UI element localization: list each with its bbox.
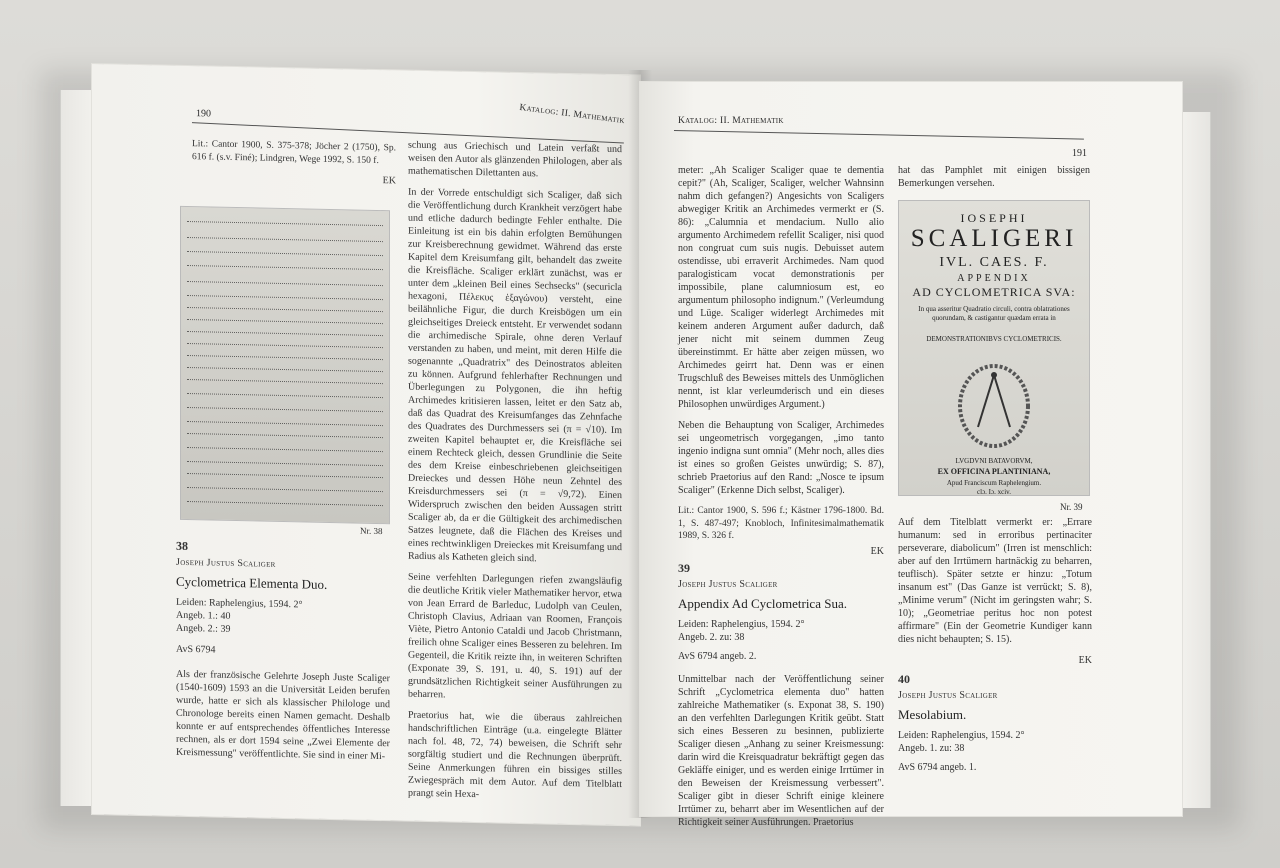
literature-note: Lit.: Cantor 1900, S. 375-378; Jöcher 2 (1750), Sp. 616 f. (s.v. Finé); Lindgren, Wege 1992, S. 150 f. (192, 139, 396, 166)
entry-angeb: Angeb. 2. zu: 38 (678, 631, 745, 643)
running-head: Katalog: II. Mathematik (678, 116, 784, 126)
entry-body: Unmittelbar nach der Veröffentlichung seiner Schrift „Cyclometrica elementa duo" hatten zahlreiche Mathematiker (s. Exponat 38, S. 190) an den verfehlten Darlegungen Kritik geübt. Statt sich eines Besseren zu besinnen, publizierte Scaliger diesen „Anhang zu seiner Kreismessung: darin wird die Kreisquadratur bekräftigt gegen das Gekläffe einiger, und es werden einige Irrtümer in den Beweisen der Kreismessung verbessert". Scaliger gibt in dieser Schrift einige kleinere Irrtümer zu, beharrt aber im Wesentlichen auf der Richtigkeit seiner Ausführungen. Praetorius (678, 673, 884, 828)
handwriting-line (187, 281, 383, 287)
paragraph: meter: „Ah Scaliger Scaliger quae te dementia cepit?" (Ah, Scaliger, Scaliger, welcher Wahnsinn nahm dich gefangen?) Angesichts von Scaligers abwegiger Kritik an Archimedes vermerkt er (S. 86): „Calumnia et mendacium. Nullo alio argumento Archimedem refellit Scaliger, nisi quod non congruat cum suis nugis. Debuisset autem ostendisse, ubi erraverit Archimedes. Nam quod paralogisticam vocat demonstrationis per impossibile, plane calumniosum est, eo argumentum philosopho indignum." (Verleumdung und Lüge. Scaliger widerlegt Archimedes mit keinem anderen Argument außer dadurch, daß jener nicht mit seinem dummen Zeug übereinstimmt. Er hätte aber zeigen müssen, wo Archimedes geirrt hat. Denn was er einen Trugschluß des Beweises mittels des Unmöglichen nennt, ist klar verleumderisch und ein dieses Philosophen unwürdiges Argument.) (678, 165, 884, 410)
author-initials: EK (1078, 655, 1092, 666)
handwriting-line (187, 237, 383, 243)
paragraph: Neben die Behauptung von Scaliger, Archimedes sei ungeometrisch vorgegangen, „imo tanto ingenio indigna sunt omnia" (Mehr noch, alles dies ist eines so großen Geistes unwürdig; S. 87), schrieb Praetorius auf den Rand: „Nosce te ipsum Scaliger" (Erkenne Dich selbst, Scaliger). (678, 420, 884, 496)
title-page-line: LVGDVNI BATAVORVM, (955, 457, 1033, 465)
handwriting-line (187, 393, 383, 399)
handwriting-line (187, 251, 383, 257)
header-rule (674, 130, 1084, 140)
handwriting-line (187, 473, 383, 479)
plate-caption: Nr. 38 (360, 525, 383, 537)
handwriting-line (187, 461, 383, 467)
entry-title: Cyclometrica Elementa Duo. (176, 573, 328, 592)
title-page-line: IOSEPHI (960, 211, 1028, 225)
right-column-2 (898, 516, 1092, 774)
handwriting-line (187, 379, 383, 385)
right-column-1 (678, 164, 884, 837)
left-column-2 (408, 139, 622, 812)
entry-author: Joseph Justus Scaliger (898, 690, 998, 701)
author-initials: EK (382, 175, 396, 187)
running-head: Katalog: II. Mathematik (518, 102, 626, 127)
entry-imprint: Leiden: Raphelengius, 1594. 2° (898, 730, 1025, 741)
handwriting-line (187, 433, 383, 439)
entry-number: 39 (678, 560, 690, 575)
paragraph: Auf dem Titelblatt vermerkt er: „Errare humanum: sed in erroribus pertinaciter perseverare, diabolicum" (Irren ist menschlich: aber auf den Irrtümern hartnäckig zu beharren, teuflisch). Später setzte er hinzu: „Totum insanum est" (Das Ganze ist verrückt; S. 8), „Minime verum" (Nicht im geringsten wahr; S. 10); „Geometriae peritus hoc non potest affirmare" (Ein der Geometrie Kundiger kann dies nicht behaupten; S. 15). (898, 517, 1092, 645)
title-page-line: Apud Franciscum Raphelengium. (946, 479, 1042, 487)
page-number: 191 (1072, 148, 1087, 159)
paragraph: In der Vorrede entschuldigt sich Scaliger, daß sich die Veröffentlichung durch Krankheit verzögert habe und etliche dadurch bedingte Fehler enthalte. Die Einleitung ist ein bis dahin erfolgten Bemühungen zur Kreisberechnung gewidmet. Während das erste Kapitel dem Kreisumfang gilt, behandelt das zweite die Kreisfläche. Scaliger erklärt zunächst, was er unter dem „kleinen Beil eines Sechsecks" (securicla hexagoni, Πέλεκυς ἑξαγώνου) versteht, eine beilähnliche Figur, die durch Kreisbögen um ein gleichseitiges Dreieck entsteht. Er verwendet sodann die archimedische Spirale, ohne deren Verlauf verstanden zu haben, und meint, mit deren Hilfe die sogenannte „Quadratrix" des Deinostratos ableiten zu können. Aufgrund fehlerhafter Rechnungen und Überlegungen zu Polygonen, die ihn heftig Archimedes kritisieren lassen, leitet er den Satz ab, daß das Quadrat des Kreisumfanges das Zehnfache des Quadrates des Durchmessers sei (π = √10). Im zweiten Kapitel behauptet er, die Kreisfläche sei einem Rechteck gleich, dessen Grundlinie die Seite des dem Kreise einbeschriebenen gleichseitigen Dreieckes und dessen Höhe neun Zehntel des Kreisdurchmessers sei (π = √9,72). Einen Widerspruch zwischen den beiden Aussagen stritt Scaliger ab, da er die Gültigkeit des archimedischen Satzes leugnete, daß die Flächen des Kreises und eines rechtwinkligen Dreieckes mit Kreisumfang und Radius als Katheten gleich sind. (408, 186, 622, 565)
handwriting-line (187, 343, 383, 349)
literature-note: Lit.: Cantor 1900, S. 596 f.; Kästner 1796-1800. Bd. 1, S. 487-497; Knobloch, Infinitesimalmathematik 1989, S. 326 f. (678, 506, 884, 541)
left-page (92, 64, 640, 825)
title-page-line: SCALIGERI (910, 225, 1078, 252)
handwriting-line (187, 367, 383, 373)
paragraph: Seine verfehlten Darlegungen riefen zwangsläufig die deutliche Kritik vieler Mathematiker hervor, etwa von Jean Errard de Barleduc, Ludolph van Ceulen, Christoph Clavius, Adriaan van Roomen, François Viète, Pietro Antonio Cataldi und Jacob Christmann, freilich ohne Scaliger eines Besseren zu belehren. Im Gegenteil, die Kritik reizte ihn, in weiteren Schriften (Exponate 39, S. 191, u. 40, S. 191) auf der grundsätzlichen Richtigkeit seiner Ausführungen zu beharren. (408, 571, 622, 701)
entry-shelfmark: AvS 6794 angeb. 1. (898, 762, 977, 773)
title-page-line: EX OFFICINA PLANTINIANA, (937, 467, 1051, 476)
title-page-plate-image (898, 200, 1090, 496)
title-page-line: APPENDIX (957, 273, 1031, 284)
handwriting-line (187, 487, 383, 493)
handwriting-line (187, 265, 383, 271)
handwriting-line (187, 295, 383, 301)
right-column-2-intro (898, 164, 1090, 198)
paragraph: schung aus Griechisch und Latein verfaßt und weisen den Autor als glänzenden Philologen, aber als mathematischen Dilettanten aus. (408, 139, 622, 180)
title-page-line: In qua asseritur Quadratio circuli, contra oblatrationes quorundam, & castigantur quædam errata in (918, 305, 1070, 322)
paragraph: hat das Pamphlet mit einigen bissigen Bemerkungen versehen. (898, 165, 1090, 189)
entry-imprint: Leiden: Raphelengius, 1594. 2° (176, 596, 303, 611)
title-page-line: IVL. CAES. F. (939, 255, 1049, 270)
entry-shelfmark: AvS 6794 (176, 643, 216, 656)
entry-number: 40 (898, 672, 910, 686)
right-page (640, 82, 1182, 828)
entry-angeb: Angeb. 1. zu: 38 (898, 743, 965, 754)
left-column-1 (192, 138, 396, 188)
printer-device-emblem-icon (954, 361, 1034, 451)
entry-shelfmark: AvS 6794 angeb. 2. (678, 650, 757, 662)
manuscript-plate-image (180, 206, 390, 524)
entry-angeb-2: Angeb. 2.: 39 (176, 622, 231, 635)
title-page-line: DEMONSTRATIONIBVS CYCLOMETRICIS. (926, 335, 1062, 343)
title-page-line: clɔ. Iɔ. xciv. (977, 488, 1011, 496)
entry-38 (176, 540, 390, 771)
title-page-line: AD CYCLOMETRICA SVA: (912, 285, 1076, 299)
handwriting-line (187, 307, 383, 313)
entry-number: 38 (176, 538, 188, 554)
entry-author: Joseph Justus Scaliger (678, 578, 778, 590)
handwriting-line (187, 331, 383, 337)
entry-angeb-1: Angeb. 1.: 40 (176, 609, 231, 622)
handwriting-line (187, 447, 383, 453)
handwriting-line (187, 421, 383, 427)
handwriting-line (187, 355, 383, 361)
paragraph: Praetorius hat, wie die überaus zahlreichen handschriftlichen Einträge (u.a. eingelegte Blätter nach fol. 48, 72, 74) beweisen, die Schrift sehr sorgfältig studiert und die Rechnungen überprüft. Seine Anmerkungen führen ein bissiges stilles Zwiegespräch mit dem Autor. Auf dem Titelblatt prangt sein Hexa- (408, 709, 622, 801)
page-block-right-edge (1180, 112, 1211, 808)
entry-title: Appendix Ad Cyclometrica Sua. (678, 595, 847, 611)
entry-body: Als der französische Gelehrte Joseph Juste Scaliger (1540-1609) 1593 an die Universität Leiden berufen wurde, hatte er sich als klassischer Philologe und Chronologe bereits einen Namen gemacht. Deshalb konnte er auf entsprechendes öffentliches Interesse rechnen, als er dort 1594 seine „Zwei Elemente der Kreismessung" veröffentlichte. Sie sind in einer Mi- (176, 668, 390, 763)
author-initials: EK (870, 545, 884, 557)
entry-author: Joseph Justus Scaliger (176, 556, 276, 570)
entry-title: Mesolabium. (898, 707, 967, 722)
page-number: 190 (196, 108, 211, 120)
entry-imprint: Leiden: Raphelengius, 1594. 2° (678, 618, 805, 630)
plate-caption: Nr. 39 (1060, 502, 1083, 512)
handwriting-line (187, 319, 383, 325)
handwriting-line (187, 407, 383, 413)
handwriting-line (187, 221, 383, 227)
handwriting-line (187, 501, 383, 507)
